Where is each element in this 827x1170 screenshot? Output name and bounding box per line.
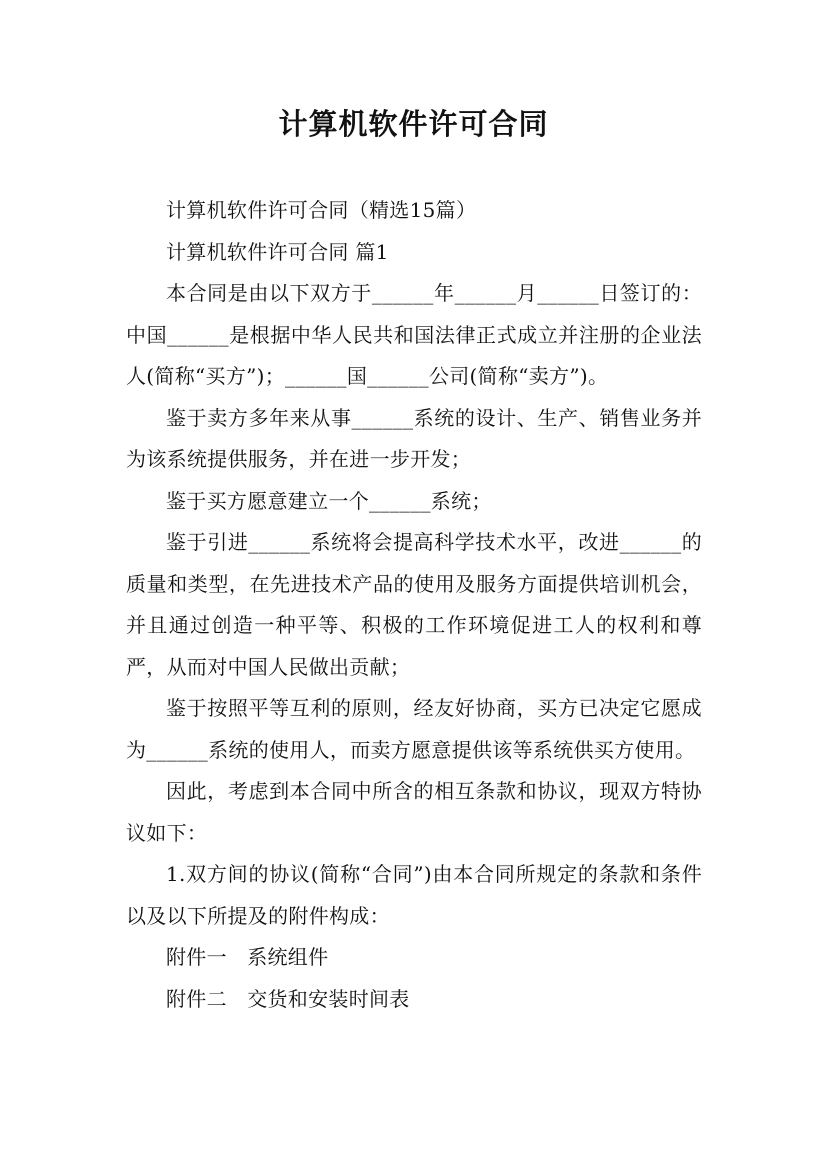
paragraph-parties: 本合同是由以下双方于______年______月______日签订的：中国______是根据中华人民共和国法律正式成立并注册的企业法人(简称“买方”)；______国______公司(简称“卖方”)。 — [126, 281, 702, 388]
document-title: 计算机软件许可合同 — [278, 107, 549, 141]
paragraph-section-heading: 计算机软件许可合同 篇1 — [166, 239, 389, 264]
paragraph-whereas-seller: 鉴于卖方多年来从事______系统的设计、生产、销售业务并为该系统提供服务，并在进一步开发； — [126, 405, 702, 471]
paragraph-clause-1: 1.双方间的协议(简称“合同”)由本合同所规定的条款和条件以及以下所提及的附件构成： — [126, 862, 702, 928]
paragraph-therefore: 因此，考虑到本合同中所含的相互条款和协议，现双方特协议如下： — [126, 779, 702, 845]
paragraph-whereas-introduction: 鉴于引进______系统将会提高科学技术水平，改进______的质量和类型，在先进技术产品的使用及服务方面提供培训机会，并且通过创造一种平等、积极的工作环境促进工人的权利和尊严，从而对中国人民做出贡献； — [126, 530, 702, 679]
paragraph-annex-2: 附件二 交货和安装时间表 — [166, 986, 410, 1011]
paragraph-subtitle: 计算机软件许可合同（精选15篇） — [166, 198, 477, 222]
paragraph-annex-1: 附件一 系统组件 — [166, 945, 329, 969]
paragraph-whereas-buyer: 鉴于买方愿意建立一个______系统； — [166, 488, 492, 513]
paragraph-whereas-mutual-benefit: 鉴于按照平等互利的原则，经友好协商，买方已决定它愿成为______系统的使用人，而卖方愿意提供该等系统供买方使用。 — [126, 696, 702, 762]
document-body — [126, 190, 702, 1020]
